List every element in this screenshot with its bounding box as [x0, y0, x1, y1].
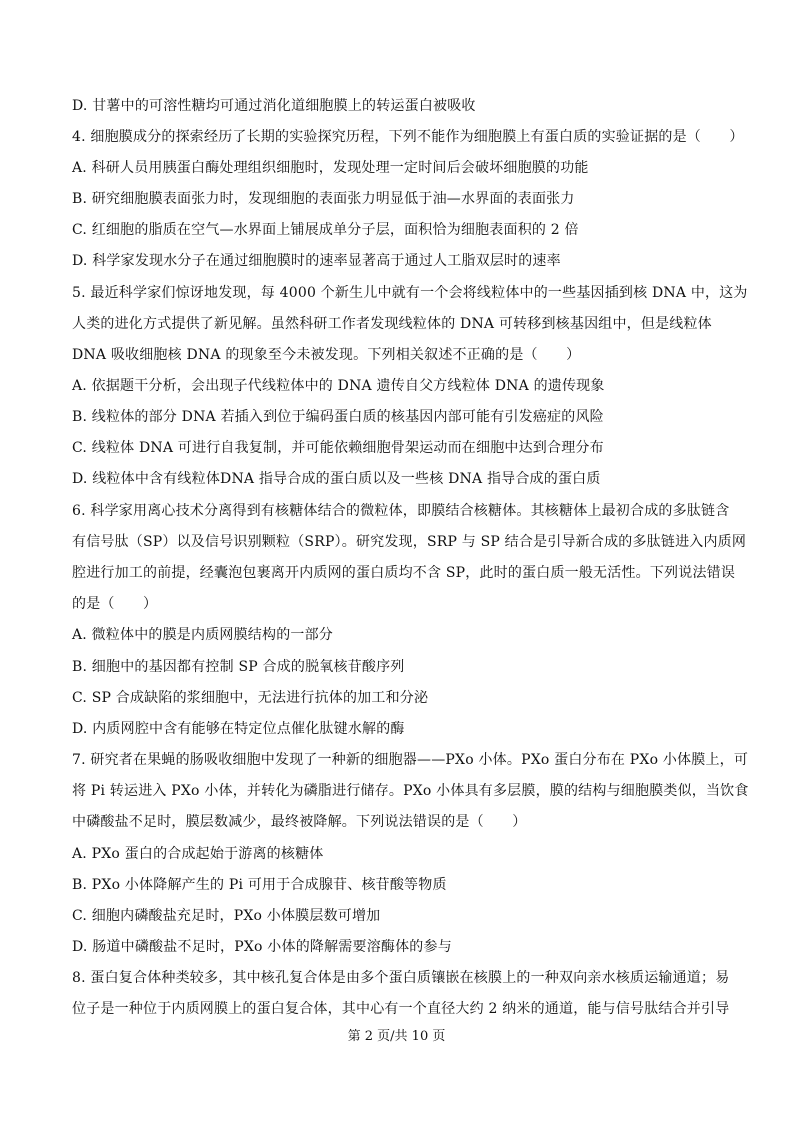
text-line: 5. 最近科学家们惊讶地发现，每 4000 个新生儿中就有一个会将线粒体中的一些基因插到核 DNA 中，这为 [72, 285, 748, 301]
text-line: A. 微粒体中的膜是内质网膜结构的一部分 [72, 627, 334, 643]
text-line: DNA 吸收细胞核 DNA 的现象至今未被发现。下列相关叙述不正确的是（ ） [72, 347, 581, 363]
text-line: 腔进行加工的前提，经囊泡包裹离开内质网的蛋白质均不含 SP，此时的蛋白质一般无活性。下列说法错误 [72, 565, 736, 581]
text-line: C. 细胞内磷酸盐充足时，PXo 小体膜层数可增加 [72, 908, 381, 924]
text-line: B. 细胞中的基因都有控制 SP 合成的脱氧核苷酸序列 [72, 659, 405, 675]
text-line: D. 肠道中磷酸盐不足时，PXo 小体的降解需要溶酶体的参与 [72, 939, 452, 955]
text-line: 将 Pi 转运进入 PXo 小体，并转化为磷脂进行储存。PXo 小体具有多层膜，膜的结构与细胞膜类似，当饮食 [72, 783, 749, 799]
text-line: D. 科学家发现水分子在通过细胞膜时的速率显著高于通过人工脂双层时的速率 [72, 253, 561, 269]
text-line: D. 内质网腔中含有能够在特定位点催化肽键水解的酶 [72, 721, 405, 737]
text-line: B. 研究细胞膜表面张力时，发现细胞的表面张力明显低于油—水界面的表面张力 [72, 191, 575, 207]
text-line: B. 线粒体的部分 DNA 若插入到位于编码蛋白质的核基因内部可能有引发癌症的风险 [72, 409, 604, 425]
text-line: 4. 细胞膜成分的探索经历了长期的实验探究历程，下列不能作为细胞膜上有蛋白质的实验证据的是（ ） [72, 129, 744, 145]
text-line: 位子是一种位于内质网膜上的蛋白复合体，其中心有一个直径大约 2 纳米的通道，能与信号肽结合并引导 [72, 1001, 730, 1017]
text-line: D. 甘薯中的可溶性糖均可通过消化道细胞膜上的转运蛋白被吸收 [72, 98, 476, 114]
text-line: A. PXo 蛋白的合成起始于游离的核糖体 [72, 846, 324, 862]
text-line: A. 科研人员用胰蛋白酶处理组织细胞时，发现处理一定时间后会破坏细胞膜的功能 [72, 160, 589, 176]
text-line: 的是（ ） [72, 596, 158, 612]
page-number-footer: 第 2 页/共 10 页 [347, 1029, 446, 1044]
text-line: C. 红细胞的脂质在空气—水界面上铺展成单分子层，面积恰为细胞表面积的 2 倍 [72, 222, 579, 238]
text-line: 6. 科学家用离心技术分离得到有核糖体结合的微粒体，即膜结合核糖体。其核糖体上最初合成的多肽链含 [72, 503, 730, 519]
text-line: A. 依据题干分析，会出现子代线粒体中的 DNA 遗传自父方线粒体 DNA 的遗传现象 [72, 378, 605, 394]
text-line: C. 线粒体 DNA 可进行自我复制，并可能依赖细胞骨架运动而在细胞中达到合理分布 [72, 440, 604, 456]
text-line: 中磷酸盐不足时，膜层数减少，最终被降解。下列说法错误的是（ ） [72, 814, 527, 830]
text-line: D. 线粒体中含有线粒体DNA 指导合成的蛋白质以及一些核 DNA 指导合成的蛋白质 [72, 471, 601, 487]
text-line: 8. 蛋白复合体种类较多，其中核孔复合体是由多个蛋白质镶嵌在核膜上的一种双向亲水核质运输通道；易 [72, 970, 730, 986]
text-line: 7. 研究者在果蝇的肠吸收细胞中发现了一种新的细胞器——PXo 小体。PXo 蛋白分布在 PXo 小体膜上，可 [72, 752, 749, 768]
text-line: 人类的进化方式提供了新见解。虽然科研工作者发现线粒体的 DNA 可转移到核基因组中，但是线粒体 [72, 316, 712, 332]
text-line: 有信号肽（SP）以及信号识别颗粒（SRP）。研究发现，SRP 与 SP 结合是引导新合成的多肽链进入内质网 [72, 534, 747, 550]
text-line: C. SP 合成缺陷的浆细胞中，无法进行抗体的加工和分泌 [72, 690, 429, 706]
text-line: B. PXo 小体降解产生的 Pi 可用于合成腺苷、核苷酸等物质 [72, 877, 447, 893]
